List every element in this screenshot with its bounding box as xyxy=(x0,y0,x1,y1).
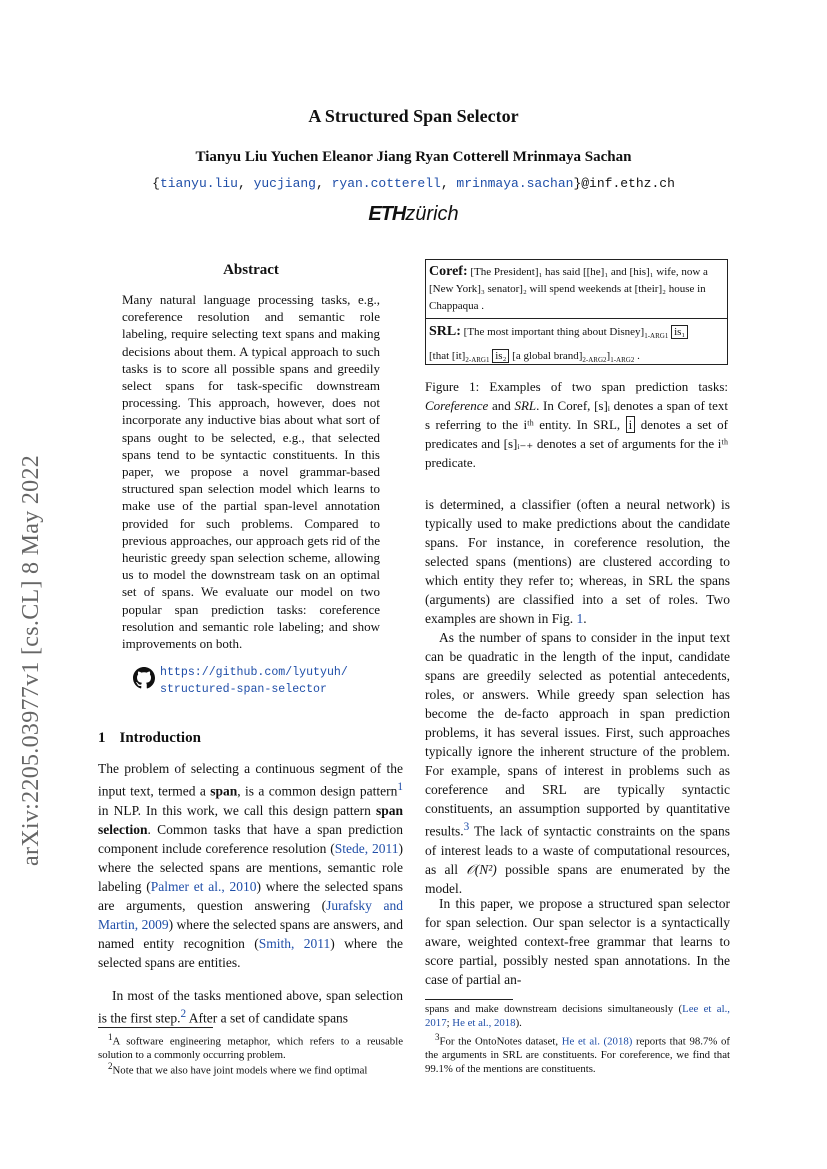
citation-jurafsky[interactable]: Jurafsky and Martin, 2009 xyxy=(98,897,403,932)
author-list: Tianyu Liu Yuchen Eleanor Jiang Ryan Cotterell Mrinmaya Sachan xyxy=(195,149,632,165)
citation-palmer[interactable]: Palmer et al., 2010 xyxy=(150,878,257,894)
footnote-3: $^3$For the OntoNotes dataset, He et al. (2018) reports that 98.7% of the arguments in SRL are constituents. For coreference, we find that 99.1% of the mentions are constituents. xyxy=(425,1032,730,1075)
paper-title: A Structured Span Selector xyxy=(308,106,519,126)
eth-logo-text: zürich xyxy=(405,203,459,225)
citation-stede[interactable]: Stede, 2011 xyxy=(334,840,399,856)
github-icon[interactable] xyxy=(133,667,155,689)
citation-he-2018[interactable]: He et al. (2018) xyxy=(561,1035,633,1048)
abstract-text: Many natural language processing tasks, e.g., coreference resolution and semantic role labeling, require selecting text spans and making decisions about them. A typical approach to such tasks is to score all possible spans and greedily select spans for task-specific downstream processing. This approach, however, does not incorporate any inductive bias about what sort of spans ought to be selected, e.g., that selected spans tend to be syntactic constituents. In this paper, we propose a novel grammar-based structured span selection model which learns to make use of the partial span-level annotation provided for such problems. Compared to previous approaches, our approach gets rid of the heuristic greedy span selection scheme, allowing us to model the downstream task on an optimal set of spans. We evaluate our model on two popular span prediction tasks: coreference resolution and semantic role labeling; and show improvements on both. xyxy=(122,292,380,652)
figure-caption: Figure 1: Examples of two span prediction tasks: Coreference and SRL. In Coref, [s]ᵢ denotes a span of text s referring to the iᵗʰ entity. In SRL, i denotes a set of predicates and [s]ᵢ₋₊ denotes a set of arguments for the iᵗʰ predicate. xyxy=(425,379,728,470)
email-domain: }@inf.ethz.ch xyxy=(573,176,675,191)
figure-divider xyxy=(426,318,727,319)
footnote-ref-1[interactable]: 1 xyxy=(397,781,404,793)
intro-paragraph-2: In most of the tasks mentioned above, span selection is the first step.$^2$ After a set of candidate spans xyxy=(98,988,403,1026)
figure-1 xyxy=(425,259,728,365)
coref-label: Coref: xyxy=(429,264,468,279)
right-paragraph-1: is determined, a classifier (often a neural network) is typically used to make predictions about the candidate spans. For instance, in coreference resolution, the selected spans (mentions) are clustered according to which entity they refer to; whereas, in SRL the spans (arguments) are classified into a set of roles. Two examples are shown in Fig. 1. xyxy=(425,497,730,626)
eth-logo-bold: ETH xyxy=(368,203,406,225)
eth-logo xyxy=(0,203,827,226)
footnote-rule-right xyxy=(425,999,513,1000)
figure-ref[interactable]: 1 xyxy=(576,611,584,626)
coref-text: [The President]₁ has said [[he]₁ and [his]₁ wife, now a [New York]₃ senator]₂ will spend weekends at [their]₂ house in Chappaqua . xyxy=(429,266,708,312)
github-link-line1[interactable]: https://github.com/lyutyuh/ xyxy=(160,666,348,679)
section-heading xyxy=(98,730,201,747)
footnote-2-continued: spans and make downstream decisions simultaneously (Lee et al., 2017; He et al., 2018). xyxy=(425,1003,730,1029)
github-link[interactable] xyxy=(160,664,348,698)
footnote-2: $^2$Note that we also have joint models where we find optimal xyxy=(108,1061,368,1077)
right-paragraph-3: In this paper, we propose a structured span selector for span selection. Our span selector is a syntactically aware, weighted context-free grammar that learns to score partial, possibly nested span annotations. In the case of partial an- xyxy=(425,896,730,987)
intro-paragraph-1: The problem of selecting a continuous segment of the input text, termed a span, is a common design pattern$^1$ in NLP. In this work, we call this design pattern span selection. Common tasks that have a span prediction component include coreference resolution (Stede, 2011) where the selected spans are mentions, semantic role labeling (Palmer et al., 2010) where the selected spans are arguments, question answering (Jurafsky and Martin, 2009) where the selected spans are answers, and named entity recognition (Smith, 2011) where the selected spans are entities. xyxy=(98,761,404,970)
author-emails: {tianyu.liu, yucjiang, ryan.cotterell, mrinmaya.sachan}@inf.ethz.ch xyxy=(152,176,675,191)
arxiv-identifier: arXiv:2205.03977v1 [cs.CL] 8 May 2022 xyxy=(18,454,44,866)
citation-he[interactable]: He et al., 2018 xyxy=(452,1016,516,1029)
complexity-math: 𝒪(N²) xyxy=(466,861,497,877)
figure-srl-example: SRL: [The most important thing about $Disney]_{1-ARG1}$ is₁ [that $[it]_{2-ARG1}$ is₂ [a global $brand]_{2-ARG2}]_{1-ARG2}$ . xyxy=(429,322,724,370)
abstract-heading: Abstract xyxy=(223,262,279,278)
email-1[interactable]: tianyu.liu xyxy=(159,176,238,191)
section-number: 1 xyxy=(98,730,106,746)
footnote-ref-3[interactable]: 3 xyxy=(463,821,470,833)
footnote-1: $^1$A software engineering metaphor, which refers to a reusable solution to a commonly occurring problem. xyxy=(98,1032,403,1062)
citation-smith[interactable]: Smith, 2011 xyxy=(258,935,331,951)
footnote-rule-left xyxy=(98,1027,213,1028)
email-3[interactable]: ryan.cotterell xyxy=(331,176,441,191)
srl-label: SRL: xyxy=(429,324,461,339)
caption-box: i xyxy=(626,416,636,433)
email-4[interactable]: mrinmaya.sachan xyxy=(456,176,574,191)
citation-lee[interactable]: Lee et al., 2017 xyxy=(425,1003,730,1029)
email-2[interactable]: yucjiang xyxy=(253,176,316,191)
footnote-ref-2[interactable]: 2 xyxy=(180,1008,187,1020)
predicate-box-2: is₂ xyxy=(492,349,509,363)
section-title: Introduction xyxy=(119,730,201,746)
github-link-line2[interactable]: structured-span-selector xyxy=(160,683,327,696)
predicate-box-1: is₁ xyxy=(671,325,688,339)
email-brace: { xyxy=(152,176,160,191)
right-paragraph-2: As the number of spans to consider in the input text can be quadratic in the length of the input, candidate spans are greedily selected as potential antecedents, roles, or answers. While greedy span selection has become the de-facto approach in span prediction problems, it has several issues. First, such approaches typically ignore the inherent structure of the problem. For example, spans of interest in problems such as coreference and SRL are typically syntactic constituents, an assumption supported by quantitative results.$^3$ The lack of syntactic constraints on the spans of interest leads to a waste of computational resources, as all 𝒪(N²) possible spans are enumerated by the model. xyxy=(425,630,730,896)
figure-coref-example xyxy=(429,263,724,315)
